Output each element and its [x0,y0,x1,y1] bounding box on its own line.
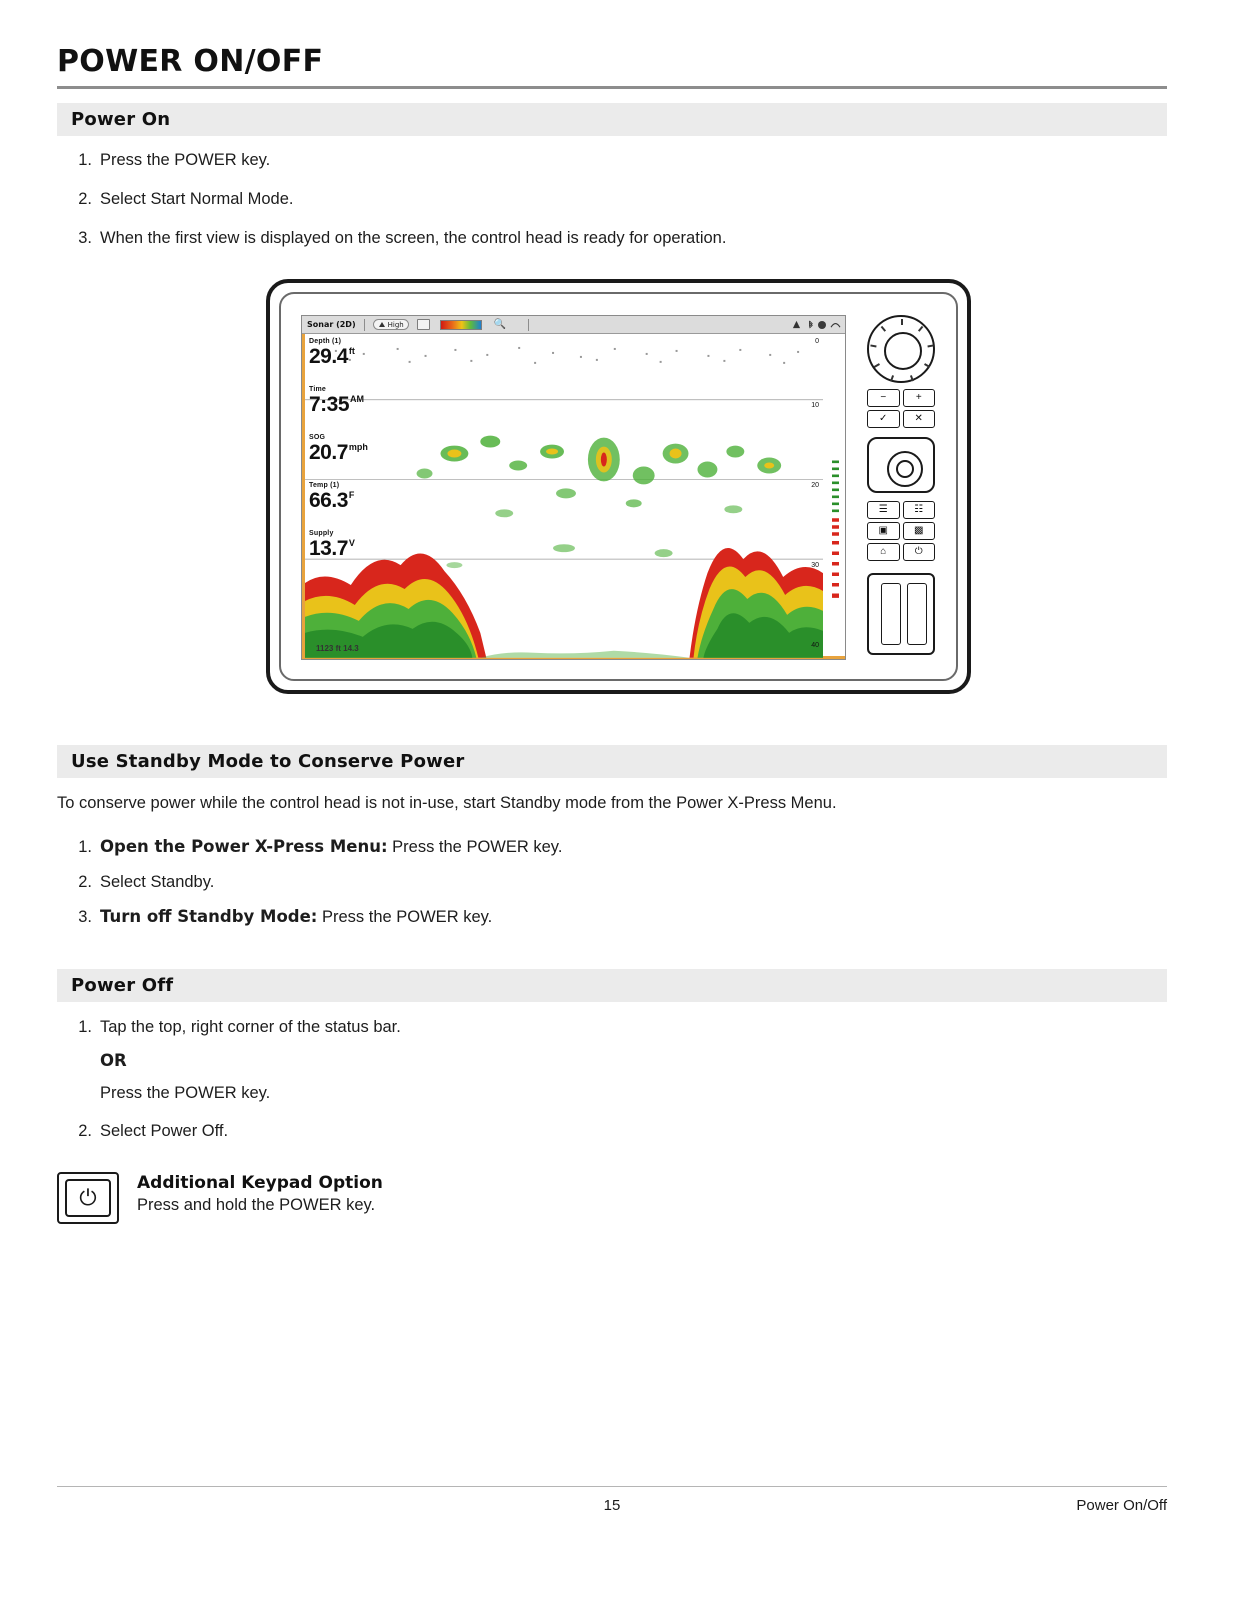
color-palette-icon[interactable] [440,320,482,330]
list-text: Press the POWER key. [317,907,493,926]
list-item [70,835,1160,860]
readout-temp [309,482,354,512]
readout-time [309,386,364,416]
power-on-steps [70,148,1160,264]
check-key[interactable]: ✓ [867,410,900,428]
settings-icon [818,321,826,329]
keypad-note-title: Additional Keypad Option [137,1173,383,1193]
list-item [70,187,1160,212]
card-slot-door[interactable] [867,573,935,655]
readout-time-value: 7:35 [309,393,350,416]
readout-sog-value: 20.7 [309,441,348,464]
readout-depth-value: 29.4 [309,345,348,368]
sonar-return-graphic [305,334,823,658]
readout-supply [309,530,355,560]
sonar-view [302,334,845,659]
title-divider [57,86,1167,89]
screen-view-name: Sonar (2D) [307,320,356,329]
info-key[interactable]: ▩ [903,522,936,540]
depth-tick: 20 [811,482,819,489]
bluetooth-icon [805,320,814,329]
sensitivity-chip[interactable] [373,319,409,330]
menu-key[interactable]: ☷ [903,501,936,519]
rotary-dial[interactable] [867,315,935,383]
depth-scale [801,336,819,655]
list-text: Press the POWER key. [100,151,271,169]
section-header-power-on-label: Power On [71,109,171,130]
a-scope-bar [832,338,839,609]
device-screen [301,315,846,660]
list-item [70,148,1160,173]
joystick[interactable] [867,437,935,493]
list-item [70,905,1160,930]
standby-intro: To conserve power while the control head is not in-use, start Standby mode from the Power X-Press Menu. [57,794,837,812]
status-bar-divider-2 [528,319,529,331]
readout-temp-unit: F [348,490,355,500]
device-keypad [861,315,943,660]
list-item [70,1119,1160,1144]
exit-key[interactable]: ✕ [903,410,936,428]
readout-supply-value: 13.7 [309,537,348,560]
card-slot-1 [881,583,901,645]
list-text: Select Start Normal Mode. [100,189,294,208]
power-key[interactable]: ⏻ [903,543,936,561]
or-label: OR [100,1050,127,1070]
screen-status-bar [302,316,845,334]
section-header-power-on [57,103,1167,136]
section-header-standby [57,745,1167,778]
list-text: Select Standby. [100,872,215,891]
bottom-stamp: 1123 ft 14.3 [316,644,359,653]
chart-key[interactable]: ▣ [867,522,900,540]
readout-depth-label: Depth (1) [309,338,342,345]
list-number: 1. [78,838,92,856]
list-text-bold: Open the Power X-Press Menu: [100,837,388,856]
list-number: 3. [78,228,92,247]
keypad-note [137,1173,837,1215]
status-bar-right-group[interactable] [792,320,841,329]
section-header-standby-label: Use Standby Mode to Conserve Power [71,751,465,772]
list-item [70,870,1160,895]
power-key-icon [57,1172,119,1224]
list-text: Press the POWER key. [387,838,563,856]
standby-steps [70,835,1160,939]
list-number: 2. [78,189,92,208]
alert-icon [792,320,801,329]
home-key[interactable]: ⌂ [867,543,900,561]
list-item [70,226,1160,251]
page-title-row [57,44,1167,79]
depth-tick: 10 [811,402,819,409]
power-off-steps [70,1015,1160,1157]
keypad-lower-group [867,501,935,561]
readout-time-unit: AM [350,394,365,404]
footer-section-name: Power On/Off [1076,1497,1167,1514]
sensitivity-chip-label: High [387,320,404,329]
zoom-in-key[interactable]: + [903,389,936,407]
footer-divider [57,1486,1167,1487]
keypad-upper-group [867,389,935,428]
view-key[interactable]: ☰ [867,501,900,519]
depth-tick: 30 [811,562,819,569]
readout-sog-unit: mph [348,442,368,452]
list-number: 3. [78,907,92,926]
readout-supply-label: Supply [309,530,334,537]
control-head-illustration [266,279,971,694]
card-slot-2 [907,583,927,645]
power-off-alt-step: Press the POWER key. [100,1084,271,1103]
list-number: 1. [78,1018,92,1036]
list-text: Select Power Off. [100,1121,229,1140]
readout-depth-unit: ft [348,346,355,356]
status-bar-divider [364,319,365,331]
keypad-note-body: Press and hold the POWER key. [137,1196,376,1214]
page-title: POWER ON/OFF [57,44,324,79]
readout-time-label: Time [309,386,327,393]
list-text: When the first view is displayed on the screen, the control head is ready for operation. [100,228,727,247]
footer-page-number: 15 [603,1497,621,1514]
list-text: Tap the top, right corner of the status bar. [100,1018,401,1036]
list-number: 2. [78,872,92,891]
list-text-bold: Turn off Standby Mode: [100,906,318,926]
readout-temp-label: Temp (1) [309,482,340,489]
readout-sog-label: SOG [309,434,326,441]
section-header-power-off [57,969,1167,1002]
split-screen-icon[interactable] [417,319,430,330]
power-symbol-icon: ⏻ [79,1185,97,1210]
readout-temp-value: 66.3 [309,489,348,512]
readout-sog [309,434,368,464]
zoom-icon[interactable]: 🔍 [493,319,507,330]
list-number: 2. [78,1121,92,1140]
list-item [70,1015,1160,1107]
gps-icon [830,320,841,329]
section-header-power-off-label: Power Off [71,975,174,996]
readout-depth [309,338,355,368]
list-number: 1. [78,151,92,169]
readout-supply-unit: V [348,538,355,548]
zoom-out-key[interactable]: − [867,389,900,407]
depth-tick: 0 [815,338,819,345]
depth-tick: 40 [811,642,819,649]
